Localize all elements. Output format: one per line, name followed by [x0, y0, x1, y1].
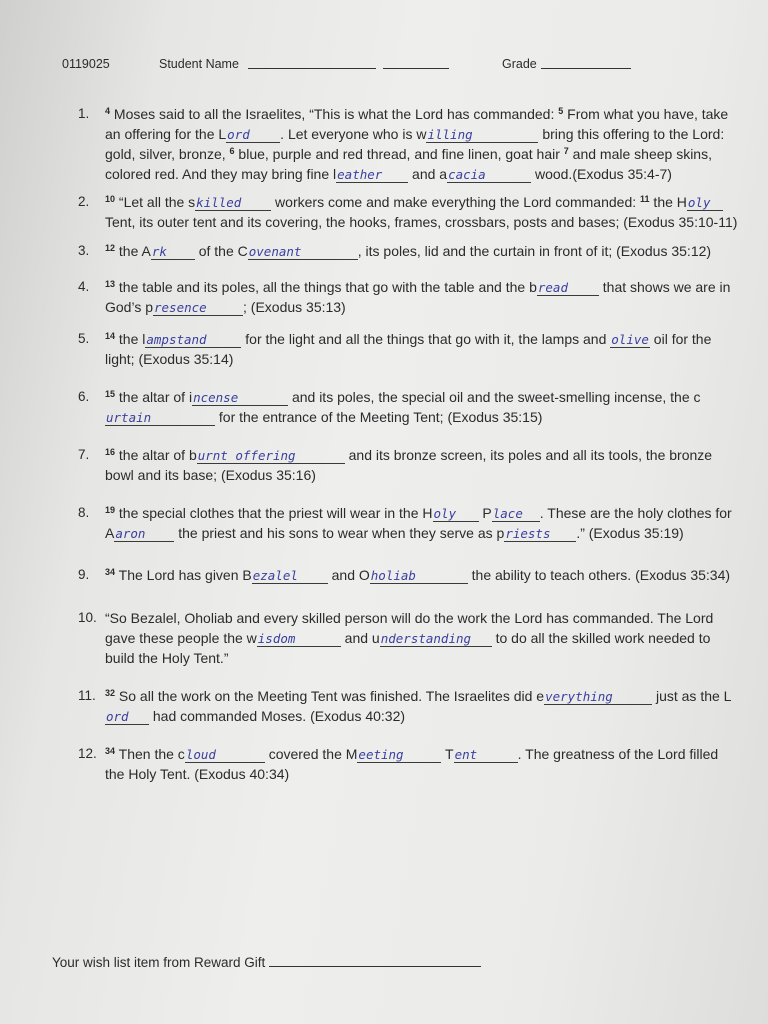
- fill-in-answer[interactable]: lace: [492, 507, 540, 522]
- question-text: “Let all the s: [115, 194, 196, 210]
- question-text: that shows we are in God’s p: [105, 279, 731, 315]
- question-item: [78, 503, 738, 543]
- fill-in-answer[interactable]: verything: [544, 690, 652, 705]
- question-text: . Let everyone who is w: [280, 126, 427, 142]
- question-text: From what you have, take an offering for the L: [105, 106, 729, 142]
- grade-label: Grade: [502, 57, 537, 71]
- question-item: [78, 744, 738, 784]
- verse-number: 10: [105, 194, 116, 204]
- question-number: 3.: [78, 243, 90, 258]
- question-text: So all the work on the Meeting Tent was finished. The Israelites did e: [115, 688, 545, 704]
- fill-in-answer[interactable]: olive: [611, 332, 649, 347]
- question-text: bring this offering to the Lord: gold, silver, bronze,: [105, 126, 725, 162]
- question-item: [78, 686, 738, 726]
- fill-in-answer[interactable]: ord: [226, 128, 280, 143]
- question-number: 6.: [78, 389, 90, 404]
- question-text: and u: [340, 630, 380, 646]
- fill-in-answer[interactable]: eather: [336, 168, 408, 183]
- question-number: 5.: [78, 331, 90, 346]
- wish-list-line: [52, 955, 481, 970]
- question-text: covered the M: [264, 746, 358, 762]
- fill-in-answer[interactable]: urnt offering: [197, 449, 345, 464]
- question-text: . These are the holy clothes for A: [105, 505, 732, 541]
- student-name-label: Student Name: [159, 57, 239, 71]
- question-text: “So Bezalel, Oholiab and every skilled person will do the work the Lord has commanded. The Lord gave these people the w: [105, 610, 714, 646]
- question-text: the altar of b: [115, 447, 197, 463]
- question-number: 2.: [78, 194, 90, 209]
- question-text: the altar of i: [115, 389, 193, 405]
- question-text: and male sheep skins, colored red. And they may bring fine l: [105, 146, 712, 182]
- fill-in-answer[interactable]: ord: [105, 710, 149, 725]
- doc-id: 0119025: [62, 57, 110, 71]
- fill-in-answer[interactable]: loud: [185, 748, 265, 763]
- question-item: [78, 387, 738, 427]
- fill-in-answer[interactable]: cacia: [447, 168, 531, 183]
- question-number: 8.: [78, 505, 90, 520]
- fill-in-answer[interactable]: read: [537, 281, 599, 296]
- verse-number: 15: [105, 389, 116, 399]
- question-text: the table and its poles, all the things that go with the table and the b: [115, 279, 537, 295]
- question-text: just as the L: [652, 688, 732, 704]
- question-text: P: [478, 505, 492, 521]
- worksheet-header: [0, 57, 768, 77]
- question-text: wood.(Exodus 35:4-7): [531, 166, 672, 182]
- question-item: [78, 329, 738, 369]
- verse-number: 34: [105, 746, 116, 756]
- fill-in-answer[interactable]: rk: [151, 245, 195, 260]
- question-text: for the entrance of the Meeting Tent; (Exodus 35:15): [215, 409, 543, 425]
- question-text: .” (Exodus 35:19): [576, 525, 684, 541]
- fill-in-answer[interactable]: isdom: [257, 632, 341, 647]
- fill-in-answer[interactable]: ezalel: [252, 569, 328, 584]
- question-text: ; (Exodus 35:13): [243, 299, 346, 315]
- question-text: oil for the light; (Exodus 35:14): [105, 331, 712, 367]
- question-text: workers come and make everything the Lord commanded:: [271, 194, 641, 210]
- question-item: [78, 104, 738, 184]
- question-number: 12.: [78, 746, 97, 761]
- question-text: The Lord has given B: [115, 567, 252, 583]
- fill-in-answer[interactable]: oly: [687, 196, 723, 211]
- fill-in-answer[interactable]: urtain: [105, 411, 215, 426]
- verse-number: 4: [105, 106, 111, 116]
- fill-in-answer[interactable]: aron: [114, 527, 174, 542]
- question-text: and its poles, the special oil and the sweet-smelling incense, the c: [288, 389, 701, 405]
- question-number: 10.: [78, 610, 97, 625]
- question-text: the ability to teach others. (Exodus 35:34): [467, 567, 731, 583]
- question-item: [78, 277, 738, 317]
- question-item: [78, 241, 738, 261]
- fill-in-answer[interactable]: ampstand: [145, 333, 241, 348]
- fill-in-answer[interactable]: ncense: [192, 391, 288, 406]
- fill-in-answer[interactable]: nderstanding: [380, 632, 492, 647]
- verse-number: 13: [105, 279, 116, 289]
- verse-number: 16: [105, 447, 116, 457]
- question-text: , its poles, lid and the curtain in front of it; (Exodus 35:12): [357, 243, 712, 259]
- question-number: 9.: [78, 567, 90, 582]
- question-text: and its bronze screen, its poles and all its tools, the bronze bowl and its base; (Exodus 35:16): [105, 447, 713, 483]
- verse-number: 32: [105, 688, 116, 698]
- fill-in-answer[interactable]: ovenant: [248, 245, 358, 260]
- question-text: the l: [115, 331, 146, 347]
- wish-list-label: Your wish list item from Reward Gift: [52, 955, 266, 970]
- question-text: Moses said to all the Israelites, “This is what the Lord has commanded:: [110, 106, 559, 122]
- fill-in-answer[interactable]: eeting: [357, 748, 441, 763]
- question-text: to do all the skilled work needed to build the Holy Tent.”: [105, 630, 711, 666]
- question-text: the special clothes that the priest will wear in the H: [115, 505, 433, 521]
- question-item: [78, 445, 738, 485]
- fill-in-answer[interactable]: illing: [426, 128, 538, 143]
- question-item: [78, 192, 738, 232]
- question-text: and a: [408, 166, 448, 182]
- verse-number: 7: [563, 146, 569, 156]
- question-text: the A: [115, 243, 151, 259]
- question-number: 11.: [78, 688, 96, 703]
- question-number: 7.: [78, 447, 90, 462]
- wish-list-blank[interactable]: [269, 955, 481, 970]
- question-item: [78, 608, 738, 668]
- verse-number: 19: [105, 505, 116, 515]
- question-text: . The greatness of the Lord filled the Holy Tent. (Exodus 40:34): [105, 746, 719, 782]
- fill-in-answer[interactable]: oly: [433, 507, 479, 522]
- verse-number: 6: [229, 146, 235, 156]
- verse-number: 5: [558, 106, 564, 116]
- fill-in-answer[interactable]: killed: [195, 196, 271, 211]
- verse-number: 11: [640, 194, 650, 204]
- question-text: for the light and all the things that go with it, the lamps and: [241, 331, 611, 347]
- question-text: T: [441, 746, 454, 762]
- verse-number: 34: [105, 567, 116, 577]
- verse-number: 12: [105, 243, 116, 253]
- question-text: the H: [649, 194, 687, 210]
- question-text: and O: [327, 567, 370, 583]
- question-text: Tent, its outer tent and its covering, the hooks, frames, crossbars, posts and bases; (Exodus 35:10-11): [105, 214, 738, 230]
- question-number: 1.: [78, 106, 90, 121]
- fill-in-answer[interactable]: riests: [504, 527, 576, 542]
- question-text: blue, purple and red thread, and fine linen, goat hair: [234, 146, 564, 162]
- question-list: [78, 104, 738, 784]
- fill-in-answer[interactable]: ent: [454, 748, 518, 763]
- question-text: of the C: [194, 243, 248, 259]
- question-item: [78, 565, 738, 585]
- fill-in-answer[interactable]: resence: [153, 301, 243, 316]
- question-text: Then the c: [115, 746, 185, 762]
- verse-number: 14: [105, 331, 116, 341]
- question-text: had commanded Moses. (Exodus 40:32): [149, 708, 406, 724]
- question-text: the priest and his sons to wear when they serve as p: [174, 525, 505, 541]
- question-number: 4.: [78, 279, 90, 294]
- fill-in-answer[interactable]: holiab: [370, 569, 468, 584]
